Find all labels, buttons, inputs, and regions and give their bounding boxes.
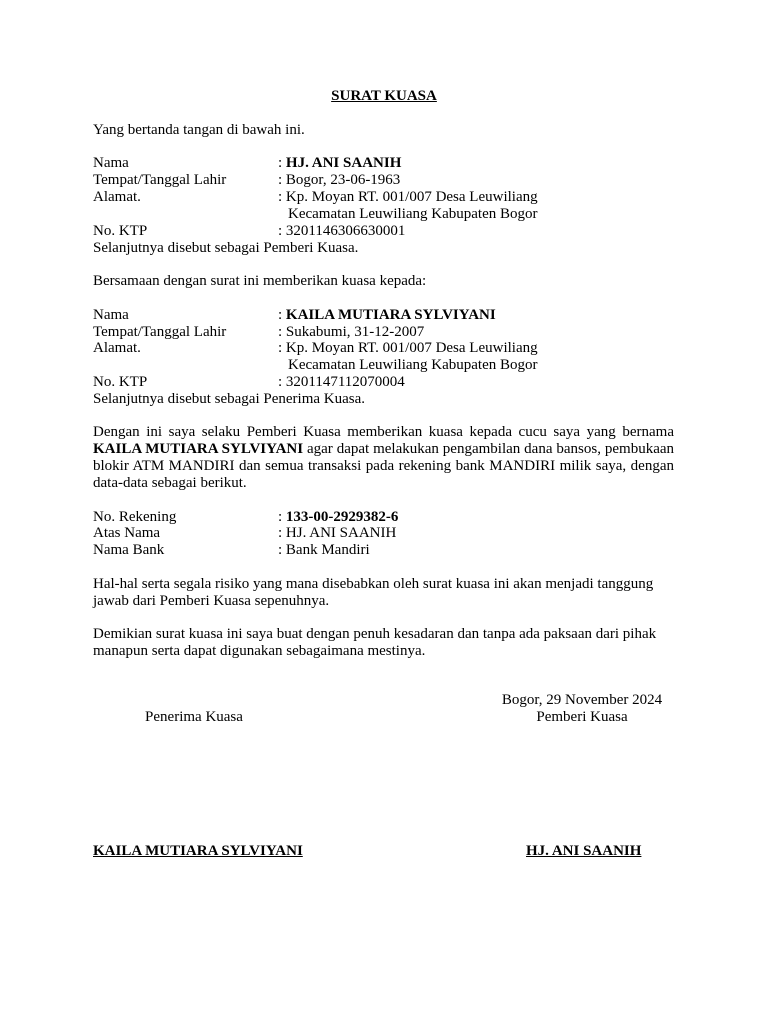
body-para-name: KAILA MUTIARA SYLVIYANI	[93, 441, 304, 457]
rekening-no-text: 133-00-2929382-6	[285, 509, 399, 525]
risk-paragraph: Hal-hal serta segala risiko yang mana disebabkan oleh surat kuasa ini akan menjadi tanggung jawab dari Pemberi Kuasa sepenuhnya.	[93, 576, 654, 609]
closing-paragraph: Demikian surat kuasa ini saya buat dengan penuh kesadaran dan tanpa ada paksaan dari pihak manapun serta dapat digunakan sebagaimana mestinya.	[93, 626, 657, 659]
signature-pemberi: HJ. ANI SAANIH	[526, 843, 642, 859]
penerima-alamat-label: Alamat.	[93, 340, 141, 356]
rekening-atas-nama-label: Atas Nama	[93, 525, 161, 541]
penerima-ttl-label: Tempat/Tanggal Lahir	[93, 324, 227, 340]
penerima-ktp-text: 3201147112070004	[285, 374, 405, 390]
pemberi-nama-label: Nama	[93, 155, 129, 171]
penerima-nama-value: : KAILA MUTIARA SYLVIYANI	[278, 307, 496, 323]
penerima-nama-label: Nama	[93, 307, 129, 323]
pemberi-ttl-text: Bogor, 23-06-1963	[285, 172, 401, 188]
rekening-atas-nama-value: : HJ. ANI SAANIH	[278, 525, 397, 541]
pemberi-alamat-label: Alamat.	[93, 189, 141, 205]
penerima-closing: Selanjutnya disebut sebagai Penerima Kuasa.	[93, 391, 366, 407]
pemberi-ktp-text: 3201146306630001	[285, 223, 406, 239]
body-para-post: agar dapat melakukan pengambilan dana bansos, pembukaan blokir ATM MANDIRI dan semua transaksi pada rekening bank MANDIRI milik saya, dengan data-data sebagai berikut.	[93, 441, 675, 491]
penerima-ktp-value: : 3201147112070004	[278, 374, 405, 390]
pemberi-alamat-value: : Kp. Moyan RT. 001/007 Desa Leuwiliang	[278, 189, 538, 205]
penerima-alamat-line1: Kp. Moyan RT. 001/007 Desa Leuwiliang	[285, 340, 538, 356]
pemberi-ttl-label: Tempat/Tanggal Lahir	[93, 172, 227, 188]
pemberi-ktp-value: : 3201146306630001	[278, 223, 406, 239]
transition-text: Bersamaan dengan surat ini memberikan kuasa kepada:	[93, 273, 427, 289]
signature-penerima: KAILA MUTIARA SYLVIYANI	[93, 843, 303, 859]
pemberi-kuasa-role: Pemberi Kuasa	[536, 709, 628, 725]
penerima-ttl-text: Sukabumi, 31-12-2007	[285, 324, 425, 340]
pemberi-alamat-line1: Kp. Moyan RT. 001/007 Desa Leuwiliang	[285, 189, 538, 205]
rekening-no-value: : 133-00-2929382-6	[278, 509, 399, 525]
penerima-alamat-line2: Kecamatan Leuwiliang Kabupaten Bogor	[288, 357, 538, 373]
pemberi-alamat-line2: Kecamatan Leuwiliang Kabupaten Bogor	[288, 206, 538, 222]
rekening-atas-nama-text: HJ. ANI SAANIH	[285, 525, 397, 541]
rekening-bank-label: Nama Bank	[93, 542, 165, 558]
rekening-no-label: No. Rekening	[93, 509, 177, 525]
pemberi-closing: Selanjutnya disebut sebagai Pemberi Kuasa.	[93, 240, 359, 256]
document-title: SURAT KUASA	[331, 88, 437, 104]
penerima-kuasa-role: Penerima Kuasa	[145, 709, 243, 725]
pemberi-ktp-label: No. KTP	[93, 223, 148, 239]
place-date: Bogor, 29 November 2024	[501, 692, 663, 708]
rekening-bank-text: Bank Mandiri	[285, 542, 370, 558]
penerima-ttl-value: : Sukabumi, 31-12-2007	[278, 324, 425, 340]
pemberi-nama-text: HJ. ANI SAANIH	[285, 155, 402, 171]
pemberi-nama-value: : HJ. ANI SAANIH	[278, 155, 402, 171]
body-paragraph	[93, 424, 674, 492]
pemberi-ttl-value: : Bogor, 23-06-1963	[278, 172, 401, 188]
penerima-nama-text: KAILA MUTIARA SYLVIYANI	[285, 307, 496, 323]
penerima-ktp-label: No. KTP	[93, 374, 148, 390]
penerima-alamat-value: : Kp. Moyan RT. 001/007 Desa Leuwiliang	[278, 340, 538, 356]
intro-text: Yang bertanda tangan di bawah ini.	[93, 122, 305, 138]
rekening-bank-value: : Bank Mandiri	[278, 542, 370, 558]
body-para-pre: Dengan ini saya selaku Pemberi Kuasa memberikan kuasa kepada cucu saya yang bernama	[93, 424, 674, 440]
